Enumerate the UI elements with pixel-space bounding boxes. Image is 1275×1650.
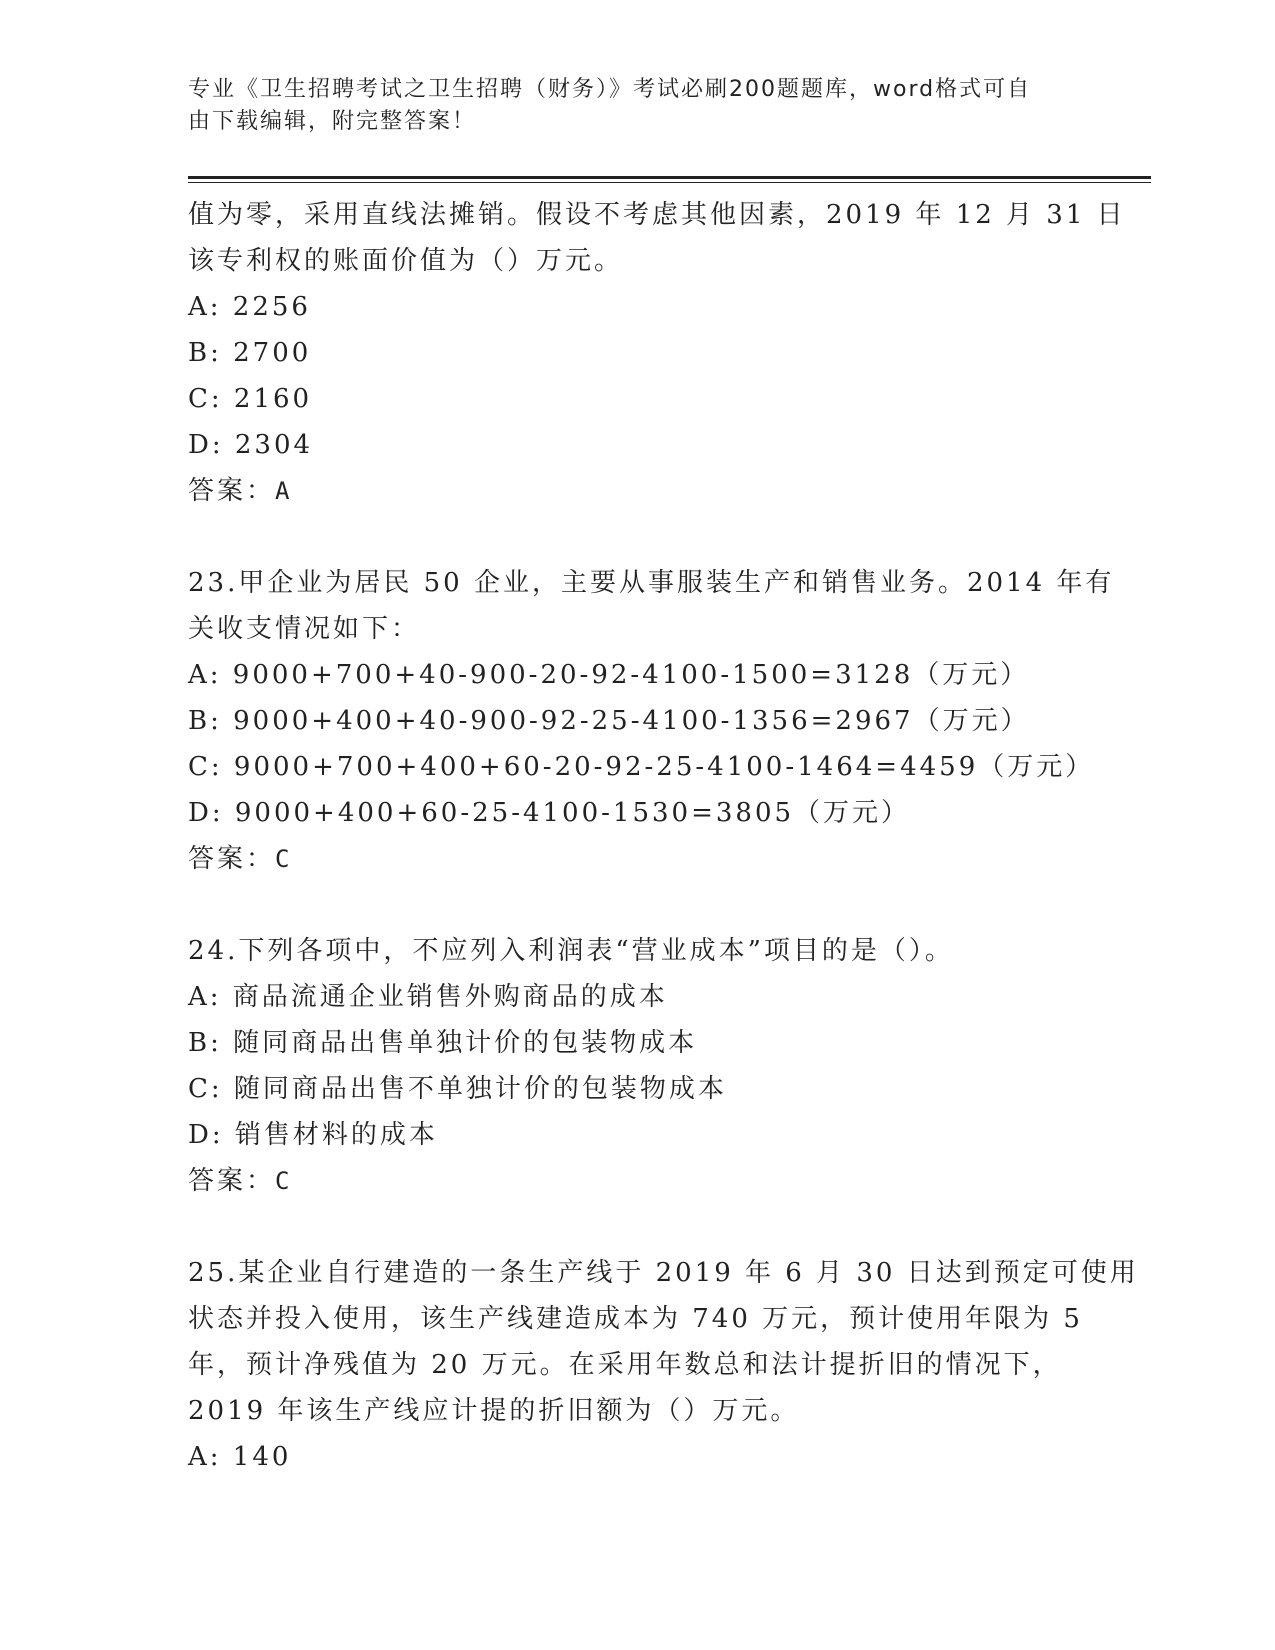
option-a: A: 2256 bbox=[188, 292, 311, 322]
question-stem: 25.某企业自行建造的一条生产线于 2019 年 6 月 30 日达到预定可使用 bbox=[188, 1258, 1139, 1288]
question-gap bbox=[188, 882, 1088, 928]
option-c: C: 2160 bbox=[188, 384, 313, 414]
option-b: B: 随同商品出售单独计价的包装物成本 bbox=[188, 1028, 698, 1058]
question-gap bbox=[188, 1204, 1088, 1250]
option-d: D: 9000+400+60-25-4100-1530=3805（万元） bbox=[188, 798, 911, 828]
answer-line bbox=[188, 468, 1088, 514]
document-header bbox=[188, 74, 1068, 138]
option-c: C: 随同商品出售不单独计价的包装物成本 bbox=[188, 1074, 727, 1104]
question-22 bbox=[188, 192, 1126, 514]
question-stem: 关收支情况如下： bbox=[188, 614, 421, 644]
answer-value: C bbox=[275, 845, 290, 873]
answer-label: 答案： bbox=[188, 844, 276, 874]
question-gap bbox=[188, 514, 1088, 560]
answer-value: C bbox=[275, 1167, 290, 1195]
header-line-2: 由下载编辑，附完整答案！ bbox=[188, 109, 477, 134]
question-stem: 该专利权的账面价值为（）万元。 bbox=[188, 246, 624, 276]
header-line-1: 专业《卫生招聘考试之卫生招聘（财务）》考试必刷200题题库，word格式可自 bbox=[188, 77, 1032, 102]
header-rule-thin bbox=[188, 182, 1151, 183]
answer-label: 答案： bbox=[188, 1166, 276, 1196]
option-d: D: 销售材料的成本 bbox=[188, 1120, 438, 1150]
option-a: A: 商品流通企业销售外购商品的成本 bbox=[188, 982, 668, 1012]
question-23 bbox=[188, 560, 1115, 882]
answer-value: A bbox=[275, 477, 290, 505]
option-a: A: 140 bbox=[188, 1442, 292, 1472]
question-25 bbox=[188, 1250, 1139, 1480]
question-stem: 状态并投入使用，该生产线建造成本为 740 万元，预计使用年限为 5 bbox=[188, 1304, 1083, 1334]
question-stem: 值为零，采用直线法摊销。假设不考虑其他因素，2019 年 12 月 31 日 bbox=[188, 200, 1126, 230]
option-d: D: 2304 bbox=[188, 430, 314, 460]
question-24 bbox=[188, 928, 1088, 1204]
question-stem: 年，预计净残值为 20 万元。在采用年数总和法计提折旧的情况下， bbox=[188, 1350, 1062, 1380]
question-stem: 2019 年该生产线应计提的折旧额为（）万元。 bbox=[188, 1396, 800, 1426]
question-stem: 23.甲企业为居民 50 企业，主要从事服装生产和销售业务。2014 年有 bbox=[188, 568, 1115, 598]
answer-line bbox=[188, 1158, 1088, 1204]
option-a: A: 9000+700+40-900-20-92-4100-1500=3128（万元） bbox=[188, 660, 1030, 690]
header-rule-thick bbox=[188, 176, 1151, 179]
question-stem: 24.下列各项中，不应列入利润表“营业成本”项目的是（）。 bbox=[188, 936, 954, 966]
answer-line bbox=[188, 836, 1088, 882]
option-b: B: 2700 bbox=[188, 338, 312, 368]
option-b: B: 9000+400+40-900-92-25-4100-1356=2967（万元） bbox=[188, 706, 1030, 736]
document-body bbox=[188, 192, 1139, 1480]
option-c: C: 9000+700+400+60-20-92-25-4100-1464=4459（万元） bbox=[188, 752, 1095, 782]
answer-label: 答案： bbox=[188, 476, 276, 506]
